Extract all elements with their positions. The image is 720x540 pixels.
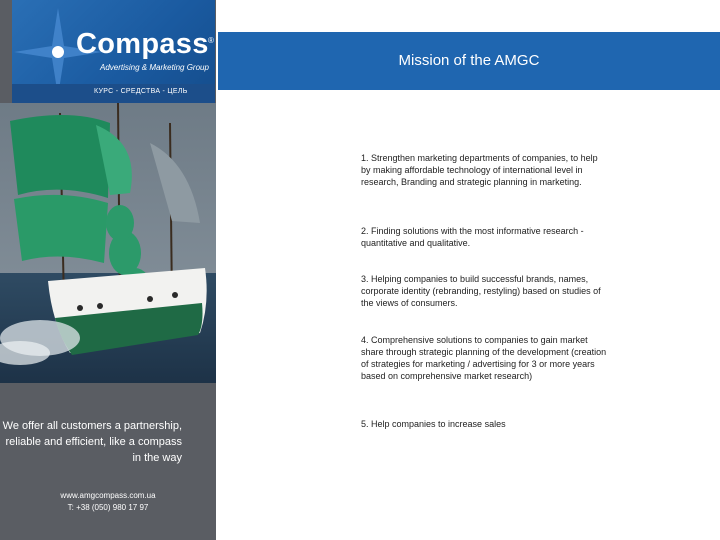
page-title: Mission of the AMGC <box>398 52 540 69</box>
mission-item-3: 3. Helping companies to build successful brands, names, corporate identity (rebranding, restyling) based on studies of the views of consumers. <box>361 274 601 308</box>
contacts <box>0 490 216 514</box>
sailing-ship-photo <box>0 103 216 383</box>
header-bar <box>218 32 720 90</box>
offer-text: We offer all customers a partnership, reliable and efficient, like a compass in the way <box>2 420 182 464</box>
phone-number: T: +38 (050) 980 17 97 <box>67 503 149 512</box>
logo-tagline: Advertising & Marketing Group <box>100 63 209 72</box>
logo-slogan: КУРС - СРЕДСТВА - ЦЕЛЬ <box>94 88 188 95</box>
logo-brand-text: Compass <box>76 28 209 60</box>
mission-item-4: 4. Comprehensive solutions to companies to gain market share through strategic planning of the development (creation of strategies for marketing / advertising for 3 or more years based on comprehensive market research) <box>361 335 607 381</box>
website-link[interactable]: www.amgcompass.com.ua <box>60 491 156 500</box>
mission-item-5: 5. Help companies to increase sales <box>361 419 506 429</box>
sidebar <box>0 0 216 540</box>
logo-registered-mark: ® <box>208 36 214 45</box>
mission-item-1: 1. Strengthen marketing departments of companies, to help by making affordable technology of international level in research, Branding and strategic planning in marketing. <box>361 153 598 187</box>
logo-slogan-strip <box>12 84 215 103</box>
mission-item-2: 2. Finding solutions with the most informative research - quantitative and qualitative. <box>361 226 584 248</box>
ship-illustration <box>0 103 216 383</box>
